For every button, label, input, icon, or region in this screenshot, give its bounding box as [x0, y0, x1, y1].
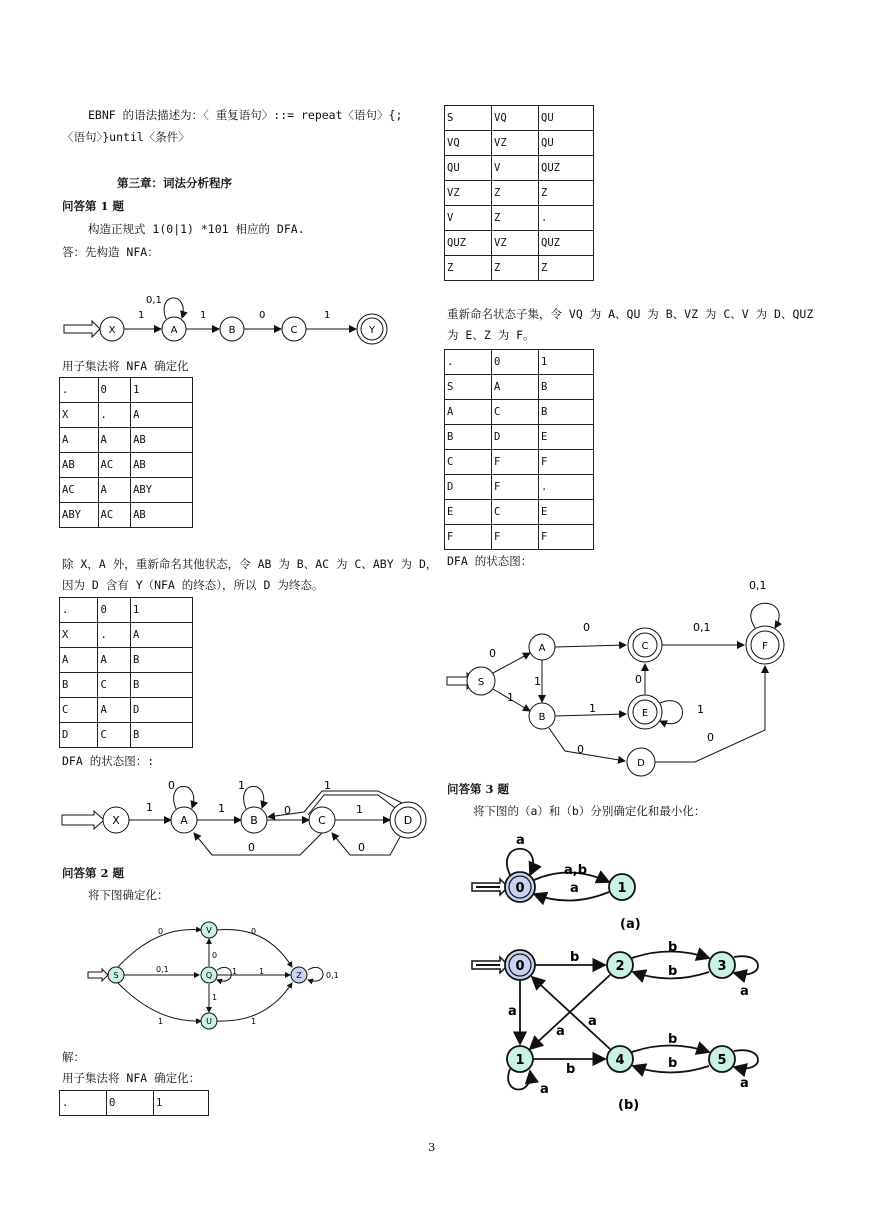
edge-label: 0,1	[693, 621, 711, 634]
table-cell: Z	[539, 256, 594, 281]
state-label: 0	[515, 881, 525, 896]
table-cell: C	[445, 450, 492, 475]
edge-label: a	[556, 1024, 565, 1039]
edge-label: 0	[259, 310, 266, 321]
table-row	[60, 723, 193, 748]
loop-label: 0,1	[146, 295, 162, 306]
table-cell: Z	[492, 181, 539, 206]
question-2-task: 将下图确定化：	[88, 888, 169, 902]
edge-label: b	[566, 1062, 576, 1077]
table-cell: .	[60, 598, 98, 623]
state-label: 2	[615, 959, 625, 974]
table-row	[445, 425, 594, 450]
rename-line-4: 为 E、Z 为 F。	[447, 328, 535, 342]
state-label: Z	[296, 971, 302, 980]
table-cell: A	[130, 623, 192, 648]
question-2-title: 问答第 2 题	[62, 866, 125, 880]
table-cell: V	[445, 206, 492, 231]
state-label: B	[250, 814, 258, 827]
renamed-table-1	[59, 597, 193, 748]
edge-label: 0	[284, 804, 291, 817]
table-cell: X	[60, 623, 98, 648]
table-cell: 1	[131, 378, 193, 403]
table-row	[445, 181, 594, 206]
table-row	[60, 698, 193, 723]
table-cell: QUZ	[539, 156, 594, 181]
table-cell: E	[539, 425, 594, 450]
edge-label: a	[588, 1014, 597, 1029]
table-cell: S	[445, 106, 492, 131]
edge-label: 1	[232, 967, 238, 976]
question-3-title: 问答第 3 题	[447, 782, 510, 796]
edge-label: 1	[324, 779, 331, 792]
table-row	[60, 428, 193, 453]
edge-label: a	[740, 984, 749, 999]
table-row	[445, 156, 594, 181]
table-cell: AC	[98, 503, 131, 528]
edge-label: 0	[583, 621, 590, 634]
table-cell: .	[60, 1091, 107, 1116]
table-cell: F	[539, 525, 594, 550]
question-1-title: 问答第 1 题	[62, 199, 125, 213]
state-label: 0	[515, 959, 525, 974]
table-cell: .	[539, 475, 594, 500]
figure-a	[470, 830, 670, 935]
table-cell: .	[98, 403, 131, 428]
edge-label: 1	[589, 702, 596, 715]
table-cell: .	[60, 378, 99, 403]
edge-label: 0	[168, 779, 175, 792]
question-1-task: 构造正规式 1(0|1) *101 相应的 DFA.	[88, 222, 305, 236]
table-row	[445, 131, 594, 156]
state-label: A	[180, 814, 188, 827]
edge-label: b	[570, 950, 580, 965]
table-cell: AB	[131, 428, 193, 453]
table-cell: B	[130, 648, 192, 673]
table-cell: AC	[60, 478, 99, 503]
state-label: 5	[717, 1053, 727, 1068]
table-row	[60, 673, 193, 698]
subset-caption-2: 用子集法将 NFA 确定化：	[62, 1071, 201, 1085]
table-cell: 1	[539, 350, 594, 375]
table-cell: V	[492, 156, 539, 181]
state-label: C	[290, 325, 298, 336]
state-label: B	[538, 712, 546, 723]
table-cell: ABY	[131, 478, 193, 503]
edge-label: 0,1	[156, 965, 169, 974]
state-label: V	[206, 926, 212, 935]
edge-label: 0	[248, 841, 255, 854]
table-cell: X	[60, 403, 99, 428]
state-label: 3	[717, 959, 727, 974]
table-cell: 0	[492, 350, 539, 375]
question-1-answer: 答：先构造 NFA：	[62, 245, 159, 259]
table-cell: C	[492, 500, 539, 525]
subset-table-2-header	[59, 1090, 209, 1116]
table-row	[60, 378, 193, 403]
subset-table-1	[59, 377, 193, 528]
state-label: S	[113, 971, 119, 980]
edge-label: b	[668, 940, 678, 955]
table-cell: A	[60, 648, 98, 673]
edge-label: 0	[251, 927, 257, 936]
dfa-caption-1: DFA 的状态图：:	[62, 754, 155, 768]
state-label: S	[477, 677, 485, 688]
table-cell: B	[60, 673, 98, 698]
table-cell: F	[492, 450, 539, 475]
table-cell: B	[445, 425, 492, 450]
ebnf-line-1: EBNF 的语法描述为：〈 重复语句〉::= repeat〈语句〉{;	[88, 108, 403, 122]
table-row	[445, 500, 594, 525]
table-cell: A	[98, 648, 131, 673]
edge-label: 1	[324, 310, 331, 321]
table-cell: VQ	[445, 131, 492, 156]
edge-label: 1	[238, 779, 245, 792]
table-cell: C	[60, 698, 98, 723]
edge-label: a	[516, 833, 525, 848]
rename-line-1: 除 X，A 外，重新命名其他状态，令 AB 为 B、AC 为 C、ABY 为 D，	[62, 557, 438, 571]
table-row	[445, 525, 594, 550]
table-cell: 0	[98, 378, 131, 403]
figure-caption: (a)	[620, 917, 641, 932]
edge-label: a	[540, 1082, 549, 1097]
table-cell: A	[60, 428, 99, 453]
edge-label: 0,1	[749, 579, 767, 592]
table-cell: F	[445, 525, 492, 550]
table-cell: AC	[98, 453, 131, 478]
edge-label: a	[570, 881, 579, 896]
table-cell: E	[539, 500, 594, 525]
table-row	[445, 350, 594, 375]
rename-line-2: 因为 D 含有 Y（NFA 的终态），所以 D 为终态。	[62, 578, 324, 592]
table-cell: B	[539, 375, 594, 400]
edge-label: 1	[356, 803, 363, 816]
start-arrow	[64, 321, 100, 337]
table-row	[60, 478, 193, 503]
table-cell: A	[131, 403, 193, 428]
edge-label: 1	[251, 1017, 257, 1026]
edge-label: a	[508, 1004, 517, 1019]
table-cell: QU	[445, 156, 492, 181]
start-arrow	[62, 811, 104, 829]
edge-label: 0,1	[326, 971, 339, 980]
edge-label: 1	[507, 691, 514, 704]
state-label: U	[206, 1017, 212, 1026]
edge-label: 1	[158, 1017, 164, 1026]
state-label: C	[641, 641, 649, 652]
state-label: D	[403, 814, 413, 827]
table-cell: QU	[539, 106, 594, 131]
table-row	[60, 648, 193, 673]
nfa-diagram-2	[86, 915, 356, 1040]
table-row	[60, 1091, 209, 1116]
figure-caption: (b)	[618, 1098, 640, 1113]
subset-table-2	[444, 105, 594, 281]
table-row	[445, 256, 594, 281]
renamed-table-2	[444, 349, 594, 550]
edge-label: 1	[212, 993, 218, 1002]
table-cell: Z	[445, 256, 492, 281]
dfa-diagram-2	[445, 575, 805, 775]
table-cell: D	[492, 425, 539, 450]
edge-label: 0	[158, 927, 164, 936]
edge-label: b	[668, 964, 678, 979]
table-cell: F	[492, 525, 539, 550]
dfa-diagram-1	[60, 775, 440, 865]
table-cell: C	[98, 723, 131, 748]
table-cell: C	[98, 673, 131, 698]
state-label: 1	[515, 1053, 525, 1068]
table-row	[60, 503, 193, 528]
table-cell: A	[445, 400, 492, 425]
table-cell: D	[60, 723, 98, 748]
table-cell: F	[492, 475, 539, 500]
table-cell: AB	[131, 503, 193, 528]
solution-label: 解：	[62, 1050, 85, 1064]
table-row	[445, 450, 594, 475]
chapter-title: 第三章：词法分析程序	[117, 176, 232, 190]
table-cell: 0	[107, 1091, 154, 1116]
table-cell: D	[130, 698, 192, 723]
page-number: 3	[428, 1140, 436, 1154]
start-arrow	[88, 969, 108, 981]
table-row	[445, 400, 594, 425]
table-cell: Z	[492, 256, 539, 281]
subset-caption-1: 用子集法将 NFA 确定化	[62, 359, 189, 373]
state-label: F	[762, 641, 768, 652]
edge-label: 1	[218, 802, 225, 815]
state-label: E	[641, 708, 649, 719]
table-cell: F	[539, 450, 594, 475]
table-cell: 1	[130, 598, 192, 623]
edge-label: a,b	[564, 863, 588, 878]
table-cell: QUZ	[539, 231, 594, 256]
edge-label: 0	[577, 743, 584, 756]
question-3-task: 将下图的（a）和（b）分别确定化和最小化：	[473, 804, 706, 818]
edge-label: 1	[259, 967, 265, 976]
edge-label: 0	[489, 647, 496, 660]
state-label: A	[170, 325, 178, 336]
table-row	[445, 206, 594, 231]
edge-label: 1	[200, 310, 207, 321]
edge-label: 1	[138, 310, 145, 321]
table-cell: .	[445, 350, 492, 375]
state-label: D	[637, 758, 645, 769]
table-cell: B	[130, 673, 192, 698]
dfa-caption-2: DFA 的状态图：	[447, 554, 533, 568]
table-cell: E	[445, 500, 492, 525]
table-cell: AB	[131, 453, 193, 478]
table-cell: VZ	[492, 231, 539, 256]
table-cell: S	[445, 375, 492, 400]
figure-b	[470, 940, 770, 1120]
state-label: X	[108, 325, 116, 336]
table-row	[60, 453, 193, 478]
table-row	[60, 623, 193, 648]
table-cell: .	[98, 623, 131, 648]
table-cell: A	[492, 375, 539, 400]
table-cell: VZ	[492, 131, 539, 156]
state-label: Q	[205, 971, 213, 980]
edge-label: 0	[635, 673, 642, 686]
state-label: A	[538, 643, 546, 654]
state-label: 1	[617, 881, 627, 896]
state-label: X	[112, 814, 120, 827]
table-cell: C	[492, 400, 539, 425]
state-label: C	[318, 814, 326, 827]
table-cell: D	[445, 475, 492, 500]
table-cell: A	[98, 478, 131, 503]
table-cell: .	[539, 206, 594, 231]
table-cell: VQ	[492, 106, 539, 131]
table-cell: Z	[539, 181, 594, 206]
edge-label: b	[668, 1032, 678, 1047]
edge-label: 0	[707, 731, 714, 744]
edge-label: 0	[358, 841, 365, 854]
table-cell: Z	[492, 206, 539, 231]
ebnf-line-2: 〈语句〉}until〈条件〉	[62, 130, 190, 144]
table-row	[60, 403, 193, 428]
table-cell: A	[98, 698, 131, 723]
table-cell: A	[98, 428, 131, 453]
edge-label: 0	[212, 951, 218, 960]
edge-label: 1	[534, 675, 541, 688]
state-label: Y	[368, 325, 376, 336]
edge-label: a	[740, 1076, 749, 1091]
edge-label: 1	[697, 703, 704, 716]
edge-label: b	[668, 1056, 678, 1071]
table-cell: AB	[60, 453, 99, 478]
table-cell: VZ	[445, 181, 492, 206]
table-cell: 1	[154, 1091, 209, 1116]
table-cell: QU	[539, 131, 594, 156]
table-cell: QUZ	[445, 231, 492, 256]
edge-label: 1	[146, 801, 153, 814]
table-cell: 0	[98, 598, 131, 623]
table-row	[445, 106, 594, 131]
state-label: 4	[615, 1053, 625, 1068]
nfa-diagram-1	[60, 285, 400, 355]
table-row	[445, 475, 594, 500]
table-row	[445, 375, 594, 400]
table-cell: B	[130, 723, 192, 748]
table-cell: ABY	[60, 503, 99, 528]
table-cell: B	[539, 400, 594, 425]
table-row	[445, 231, 594, 256]
rename-line-3: 重新命名状态子集，令 VQ 为 A、QU 为 B、VZ 为 C、V 为 D、QUZ	[447, 307, 814, 321]
table-row	[60, 598, 193, 623]
state-label: B	[228, 325, 236, 336]
